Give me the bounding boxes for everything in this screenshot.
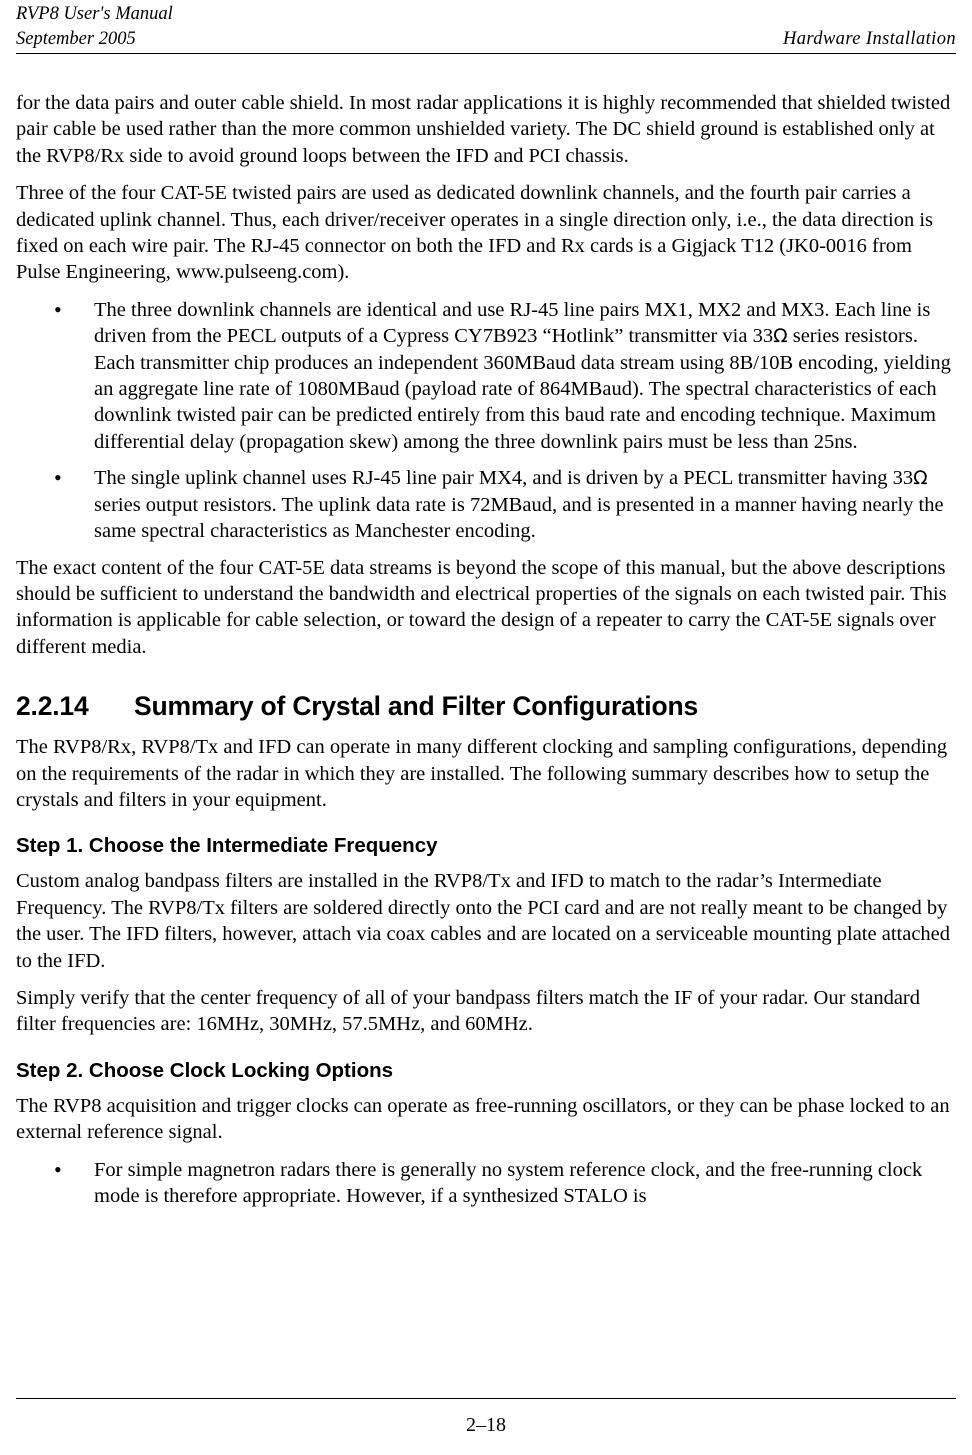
- page-content: [16, 56, 956, 1209]
- section-number: 2.2.14: [16, 691, 89, 722]
- list-item-downlink-text-b: series resistors. Each transmitter chip produces an independent 360MBaud data stream using 8B/10B encoding, yielding an aggregate line rate of 1080MBaud (payload rate of 864MBaud). The spectral characteristics of each downlink twisted pair can be predicted entirely from this baud rate and encoding technique. Maximum differential delay (propagation skew) among the three downlink pairs must be less than 25ns.: [94, 325, 951, 453]
- header-chapter-title: Hardware Installation: [782, 29, 956, 49]
- footer-divider: [16, 1398, 956, 1399]
- list-item-uplink-text-a: The single uplink channel uses RJ-45 line pair MX4, and is driven by a PECL transmitter having 33: [94, 467, 914, 490]
- bullet-dot-icon: •: [54, 1156, 62, 1182]
- ohm-symbol: Ω: [773, 325, 788, 348]
- section-title: Summary of Crystal and Filter Configurations: [134, 691, 698, 722]
- bullet-dot-icon: •: [54, 296, 62, 322]
- header-manual-title: [16, 2, 173, 52]
- paragraph-data-streams: The exact content of the four CAT-5E data streams is beyond the scope of this manual, but the above descriptions should be sufficient to understand the bandwidth and electrical properties of the signals on each twisted pair. This information is applicable for cable selection, or toward the design of a repeater to carry the CAT-5E signals over different media.: [16, 556, 947, 658]
- bullet-list-channels: [16, 297, 956, 545]
- step-heading-1: Step 1. Choose the Intermediate Frequency: [16, 834, 438, 858]
- bullet-dot-icon: •: [54, 465, 62, 491]
- list-item-magnetron-text: For simple magnetron radars there is generally no system reference clock, and the free-running clock mode is therefore appropriate. However, if a synthesized STALO is: [94, 1158, 923, 1207]
- page-header: [16, 0, 956, 56]
- step-heading-2: Step 2. Choose Clock Locking Options: [16, 1058, 394, 1082]
- paragraph-configurations: The RVP8/Rx, RVP8/Tx and IFD can operate in many different clocking and sampling configurations, depending on the requirements of the radar in which they are installed. The following summary describes how to setup the crystals and filters in your equipment.: [16, 736, 948, 811]
- page-number: 2–18: [466, 1414, 506, 1436]
- list-item-uplink-text-b: series output resistors. The uplink data rate is 72MBaud, and is presented in a manner having nearly the same spectral characteristics as Manchester encoding.: [94, 493, 944, 543]
- section-heading: [16, 690, 956, 722]
- ohm-symbol: Ω: [913, 467, 928, 490]
- list-item-downlink: [54, 297, 956, 455]
- list-item-uplink: [54, 465, 956, 544]
- paragraph-cable-shield: for the data pairs and outer cable shield. In most radar applications it is highly recommended that shielded twisted pair cable be used rather than the more common unshielded variety. The DC shield ground is established only at the RVP8/Rx side to avoid ground loops between the IFD and PCI chassis.: [16, 92, 951, 167]
- header-date: September 2005: [16, 29, 136, 49]
- header-manual-name: RVP8 User's Manual: [16, 4, 173, 24]
- header-divider: [16, 53, 956, 54]
- paragraph-clock-locking: The RVP8 acquisition and trigger clocks can operate as free-running oscillators, or they can be phase locked to an external reference signal.: [16, 1094, 950, 1144]
- list-item-magnetron: [54, 1157, 956, 1210]
- paragraph-filter-frequencies: Simply verify that the center frequency of all of your bandpass filters match the IF of your radar. Our standard filter frequencies are: 16MHz, 30MHz, 57.5MHz, and 60MHz.: [16, 986, 920, 1036]
- paragraph-bandpass-filters: Custom analog bandpass filters are installed in the RVP8/Tx and IFD to match to the radar’s Intermediate Frequency. The RVP8/Tx filters are soldered directly onto the PCI card and are not really meant to be changed by the user. The IFD filters, however, attach via coax cables and are located on a serviceable mounting plate attached to the IFD.: [16, 870, 951, 972]
- list-item-downlink-text-a: The three downlink channels are identical and use RJ-45 line pairs MX1, MX2 and MX3. Each line is driven from the PECL outputs of a Cypress CY7B923 “Hotlink” transmitter via 33: [94, 298, 931, 348]
- bullet-list-clock-options: [16, 1157, 956, 1210]
- paragraph-twisted-pairs: Three of the four CAT-5E twisted pairs are used as dedicated downlink channels, and the fourth pair carries a dedicated uplink channel. Thus, each driver/receiver operates in a single direction only, i.e., the data direction is fixed on each wire pair. The RJ-45 connector on both the IFD and Rx cards is a Gigjack T12 (JK0-0016 from Pulse Engineering, www.pulseeng.com).: [16, 182, 934, 284]
